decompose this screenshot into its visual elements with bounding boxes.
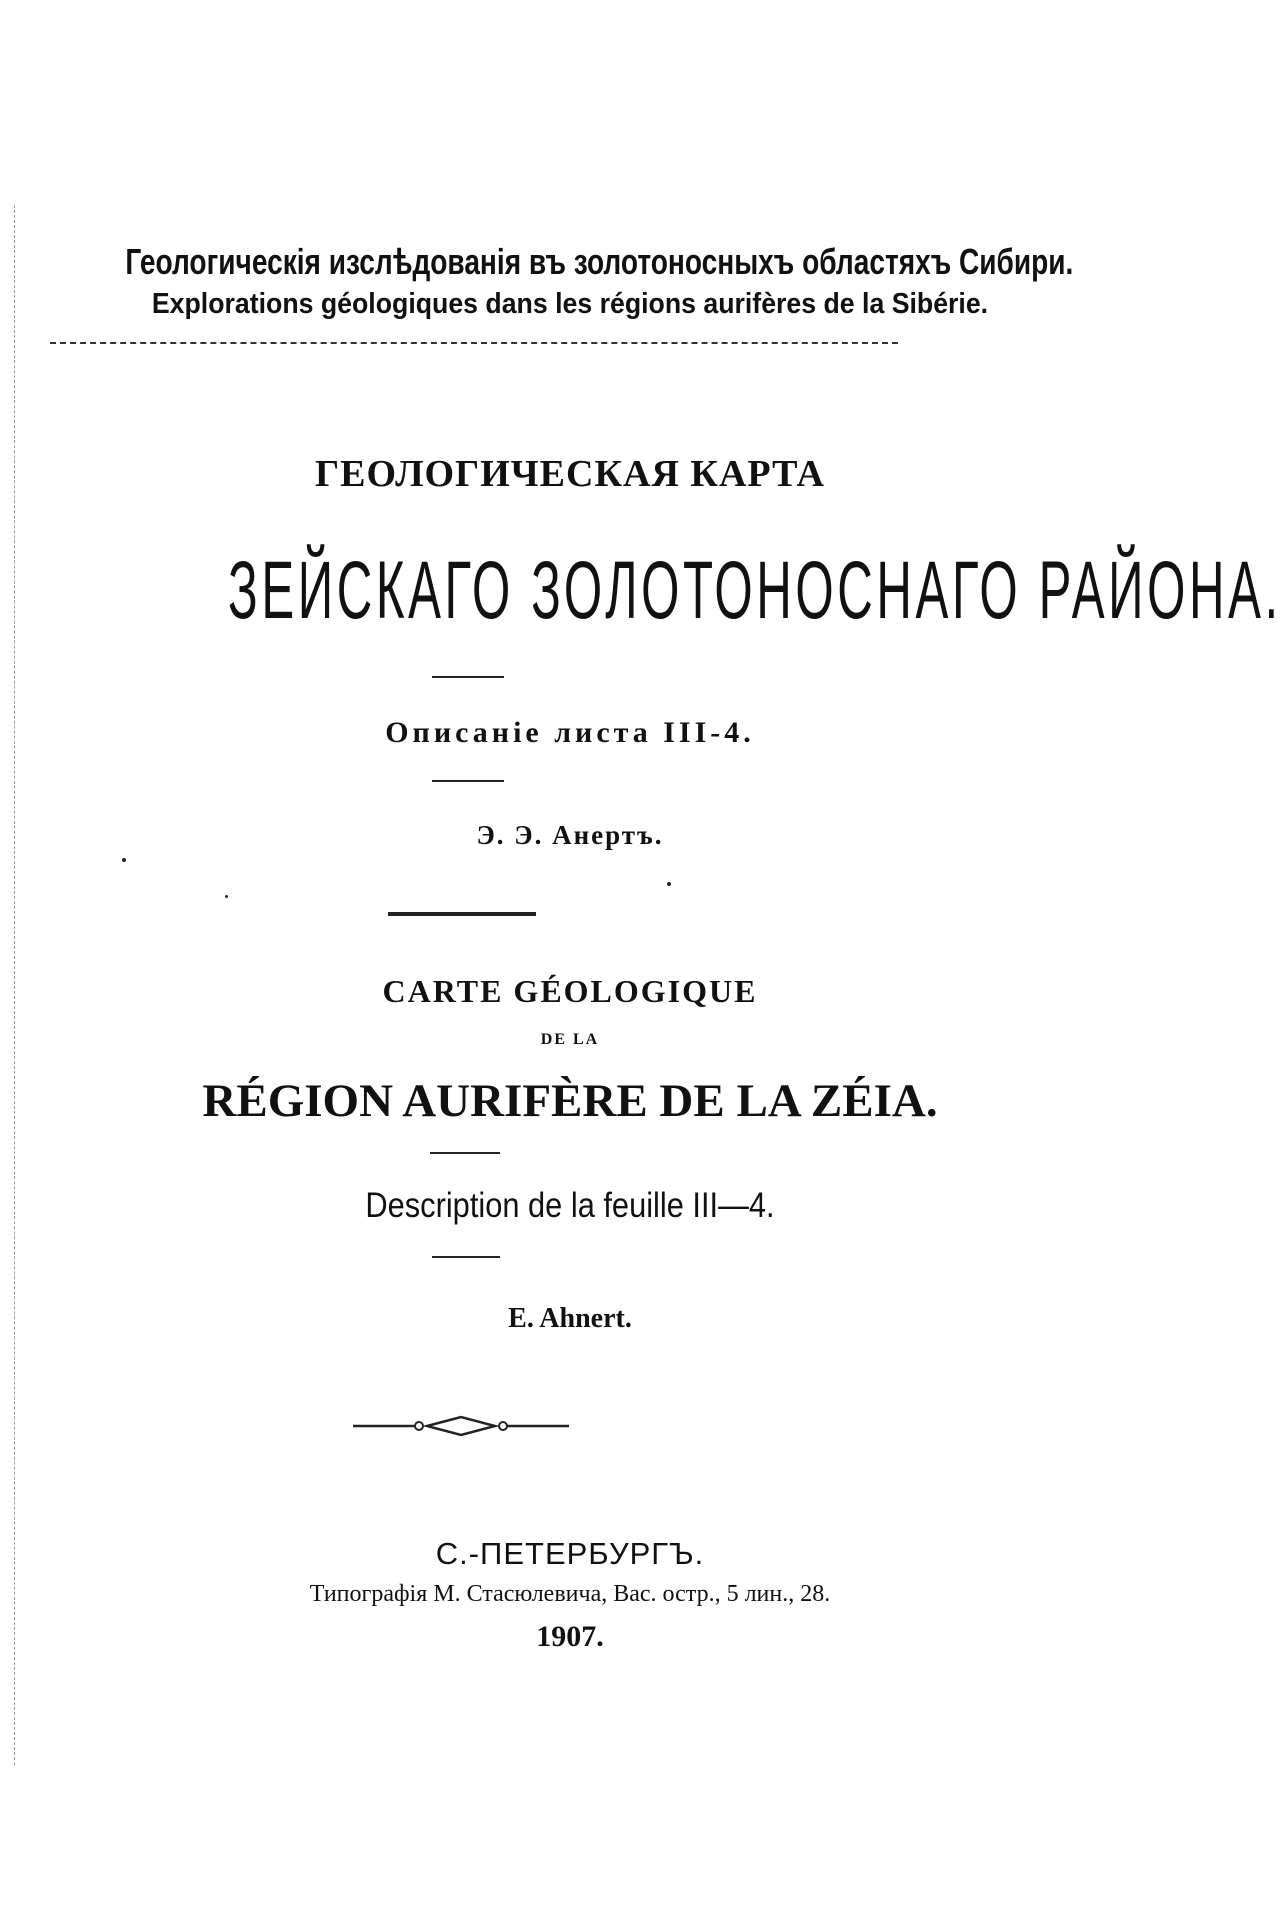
main-title-fr: RÉGION AURIFÈRE DE LA ZÉIA. bbox=[202, 1075, 938, 1127]
divider-short bbox=[432, 676, 504, 678]
print-speck bbox=[122, 858, 126, 862]
imprint-year: 1907. bbox=[536, 1620, 604, 1653]
series-title-ru: Геологическія изслѣдованія въ золотоносныхъ областяхъ Сибири. bbox=[125, 241, 1074, 282]
heading-fr: CARTE GÉOLOGIQUE bbox=[382, 973, 758, 1009]
imprint-city: С.-ПЕТЕРБУРГЪ. bbox=[435, 1536, 705, 1571]
divider-thick bbox=[388, 912, 536, 916]
author-fr: E. Ahnert. bbox=[508, 1303, 632, 1334]
series-divider bbox=[50, 342, 898, 344]
description-fr: Description de la feuille III—4. bbox=[365, 1186, 775, 1225]
imprint-printer: Типографія М. Стасюлевича, Вас. остр., 5 лин., 28. bbox=[309, 1581, 831, 1607]
divider-short bbox=[432, 1256, 500, 1258]
main-title-ru: ЗЕЙСКАГО ЗОЛОТОНОСНАГО РАЙОНА. bbox=[228, 545, 1282, 636]
series-title-fr: Explorations géologiques dans les régions aurifères de la Sibérie. bbox=[151, 288, 989, 320]
heading-ru: ГЕОЛОГИЧЕСКАЯ КАРТА bbox=[315, 453, 825, 495]
description-ru: Описаніе листа III-4. bbox=[385, 716, 755, 749]
print-speck bbox=[667, 882, 671, 886]
divider-short bbox=[430, 1152, 500, 1154]
ornament-divider bbox=[353, 1414, 569, 1438]
author-ru: Э. Э. Анертъ. bbox=[476, 820, 664, 850]
divider-short bbox=[432, 780, 504, 782]
connector-fr: DE LA bbox=[540, 1031, 600, 1048]
print-speck bbox=[225, 895, 228, 898]
